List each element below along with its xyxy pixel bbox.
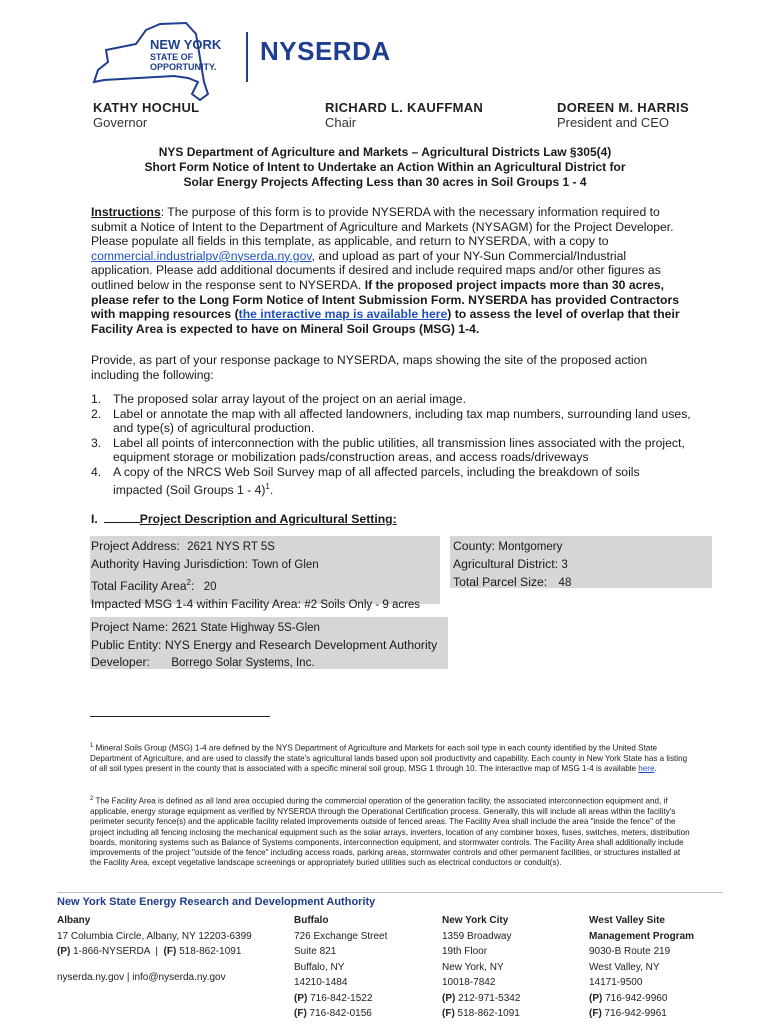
- project-fields-right: [453, 538, 571, 592]
- office-title: New York City: [442, 915, 509, 926]
- office-line: Suite 821: [294, 946, 337, 957]
- phone-value: 1-866-NYSERDA: [70, 946, 150, 957]
- state-logo-text: [150, 38, 221, 72]
- list-number: 1.: [91, 392, 102, 406]
- instructions-paragraph: [91, 205, 687, 336]
- list-text: The proposed solar array layout of the project on an aerial image.: [113, 392, 466, 406]
- official-president: [557, 100, 689, 130]
- list-number: 3.: [91, 435, 102, 450]
- fax-label: (F): [442, 1008, 455, 1019]
- instructions-bold-2: ) to assess the level of overlap that their Facility Area is expected to have on Mineral Soil Groups (MSG) 1-4.: [91, 307, 680, 336]
- public-entity-row: Public Entity: NYS Energy and Research Development Authority: [91, 638, 438, 652]
- instructions-text: : The purpose of this form is to provide NYSERDA with the necessary information required to submit a Notice of Intent to the Department of Agriculture and Markets (NYSAGM) for the Project Developer. Please populate all fields in this template, as applicable, and return to NYSERDA, with a copy to: [91, 205, 674, 249]
- footer-albany: [57, 913, 252, 985]
- msg-field[interactable]: #2 Soils Only - 9 acres: [304, 599, 421, 612]
- title-line-2: Short Form Notice of Intent to Undertake an Action Within an Agricultural District for: [144, 160, 626, 174]
- jurisdiction-row: [91, 556, 420, 574]
- project-name-row: [91, 619, 437, 637]
- state-logo-line-3: OPPORTUNITY.: [150, 62, 217, 72]
- instructions-text-2: , and upload as part of your NY-Sun Commercial/Industrial application. Please add additional documents if desired and include required maps and/or other figures as outlined below in the response sent to NYSERDA.: [91, 248, 661, 292]
- office-line: New York, NY: [442, 961, 504, 973]
- requirements-list: [91, 392, 691, 497]
- address-field[interactable]: 2621 NYS RT 5S: [187, 541, 275, 553]
- document-title: [60, 145, 710, 190]
- list-item: [91, 465, 691, 497]
- office-title: West Valley Site: [589, 915, 665, 926]
- office-line: 14171-9500: [589, 977, 643, 988]
- official-chair: [325, 100, 483, 130]
- fax-value: 518-862-1091: [176, 946, 242, 957]
- footer-buffalo: [294, 913, 387, 1022]
- facility-row: [91, 574, 420, 596]
- project-name-block: [91, 619, 437, 672]
- facility-label: Total Facility Area: [91, 579, 187, 594]
- email-link[interactable]: commercial.industrialpv@nyserda.ny.gov: [91, 248, 312, 263]
- footnote-text: Mineral Soils Group (MSG) 1-4 are defined by the NYS Department of Agriculture and Markets for each soil type in each county identified by the United State Department of Agriculture, and are used to classify the state's agricultural lands based upon soil productivity and capability. Each county in New York State has a listing of all soil types present in the county that is associated with a specific mineral soil group, MSG 1 through 10. The interactive map of MSG 1-4 is available: [90, 743, 688, 774]
- state-logo-line-1: NEW YORK: [150, 37, 222, 52]
- phone-value: 212-971-5342: [455, 992, 521, 1004]
- official-title: Governor: [93, 115, 148, 130]
- list-number: 4.: [91, 464, 102, 479]
- office-line: 10018-7842: [442, 977, 496, 988]
- parcel-row: [453, 574, 571, 592]
- address-label: Project Address:: [91, 539, 180, 553]
- title-line-1: NYS Department of Agriculture and Markets – Agricultural Districts Law §305(4): [158, 145, 612, 159]
- parcel-label: Total Parcel Size:: [453, 575, 548, 589]
- footer-web[interactable]: nyserda.ny.gov | info@nyserda.ny.gov: [57, 971, 226, 983]
- official-governor: [93, 100, 199, 130]
- project-name-label: Project Name:: [91, 620, 169, 634]
- phone-label: (P): [294, 992, 308, 1004]
- footer-org-name: New York State Energy Research and Development Authority: [57, 896, 376, 908]
- parcel-field[interactable]: 48: [558, 577, 572, 589]
- county-row: [453, 538, 571, 556]
- fax-label: (F): [294, 1008, 307, 1019]
- facility-field[interactable]: 20: [203, 581, 217, 594]
- footnote-divider: [90, 716, 270, 717]
- office-title-2: Management Program: [589, 930, 695, 942]
- office-title: Buffalo: [294, 915, 329, 926]
- list-text-end: .: [269, 482, 274, 497]
- project-fields-left: [91, 538, 420, 614]
- state-logo-line-2: STATE OF: [150, 52, 194, 62]
- phone-label: (P): [589, 992, 603, 1004]
- footnote-ref: 2: [186, 578, 191, 587]
- office-line: Buffalo, NY: [294, 961, 345, 973]
- phone-label: (P): [442, 992, 456, 1004]
- official-title: Chair: [325, 115, 357, 130]
- official-title: President and CEO: [557, 115, 670, 130]
- interactive-map-link[interactable]: the interactive map is available here: [238, 307, 448, 322]
- instructions-bold-1: If the proposed project impacts more than 30 acres, please refer to the Long Form Notice of Intent Submission Form. NYSERDA has provided Contractors with mapping resources (: [91, 277, 680, 322]
- list-item: [91, 436, 691, 465]
- office-line: 726 Exchange Street: [294, 930, 388, 942]
- phone-label: (P): [57, 946, 71, 957]
- office-line: West Valley, NY: [589, 961, 660, 973]
- office-line: 9030-B Route 219: [589, 946, 671, 957]
- official-name: RICHARD L. KAUFFMAN: [325, 100, 484, 115]
- footnote-text: The Facility Area is defined as all land area occupied during the commercial operation of the generation facility, the associated interconnection equipment and, if applicable, energy storage equipment as verified by NYSERDA through the Operational Certification process. Generally, this will include all areas within the facility's perimeter security fence(s) and the applicable facility related improvements outside of fenced areas. The Facility Area shall include the area "inside the fence" of the project including all fencing inclosing the mechanical equipment such as the solar arrays, inverters, location of any combiner boxes, fuses, switches, meters, distribution boards, monitoring systems such as Balance of Systems components, interconnection equipment, and stormwater controls. The Facility Area shall additionally include improvements of the project "outside of the fence" including access roads, parking areas, stormwater controls and other permanent facilities, or structures installed at the Facility Area, except vegetative landscape screenings or appropriately buried utilities such as electrical conductors or conduit(s).: [90, 796, 690, 868]
- footer-divider: [57, 892, 723, 893]
- office-line: 19th Floor: [442, 946, 488, 957]
- footnote-here-link[interactable]: here: [638, 764, 655, 774]
- office-line: 17 Columbia Circle, Albany, NY 12203-6399: [57, 930, 252, 942]
- facility-colon: :: [190, 579, 195, 594]
- developer-label: Developer:: [91, 655, 150, 669]
- county-label: County:: [453, 539, 496, 553]
- office-title: Albany: [57, 915, 91, 926]
- section-title: Project Description and Agricultural Setting:: [139, 512, 397, 526]
- instructions-label: Instructions: [91, 205, 161, 219]
- fax-label: (F): [163, 946, 177, 957]
- phone-value: 716-842-1522: [307, 992, 373, 1004]
- footnote-number: 1: [90, 743, 94, 749]
- fax-value: 716-942-9961: [601, 1008, 667, 1019]
- developer-row: [91, 654, 437, 672]
- footnote-2: [90, 794, 690, 869]
- msg-label: Impacted MSG 1-4 within Facility Area:: [91, 597, 301, 612]
- section-heading: [91, 511, 397, 527]
- developer-field[interactable]: Borrego Solar Systems, Inc.: [171, 657, 315, 669]
- official-name: KATHY HOCHUL: [93, 100, 200, 115]
- fax-label: (F): [589, 1008, 602, 1019]
- office-line: 14210-1484: [294, 977, 348, 988]
- footer-nyc: [442, 913, 520, 1022]
- footnote-end: .: [654, 764, 657, 774]
- county-field[interactable]: Montgomery: [498, 541, 563, 553]
- fax-value: 518-862-1091: [454, 1008, 520, 1019]
- list-text: Label or annotate the map with all affected landowners, including tax map numbers, surrounding land uses, and type(s) of agricultural production.: [113, 406, 691, 436]
- footnote-number: 2: [90, 796, 94, 802]
- district-label: Agricultural District:: [453, 557, 558, 571]
- separator: |: [149, 946, 164, 957]
- footer-west-valley: [589, 913, 694, 1022]
- list-text: Label all points of interconnection with the public utilities, all transmission lines associated with the project, equipment storage or mobilization pads/construction areas, and access roads/driveways: [113, 435, 685, 465]
- office-line: 1359 Broadway: [442, 930, 512, 942]
- project-name-field[interactable]: 2621 State Highway 5S-Glen: [171, 622, 320, 634]
- msg-row: [91, 596, 420, 614]
- list-item: [91, 407, 691, 436]
- address-row: [91, 538, 420, 556]
- fax-value: 716-842-0156: [306, 1008, 372, 1019]
- section-number: I.: [91, 512, 98, 526]
- nyserda-logo: NYSERDA: [260, 36, 391, 66]
- jurisdiction-field[interactable]: Town of Glen: [251, 559, 319, 571]
- provide-paragraph: Provide, as part of your response package to NYSERDA, maps showing the site of the proposed action including the following:: [91, 353, 648, 382]
- official-name: DOREEN M. HARRIS: [557, 100, 689, 115]
- list-number: 2.: [91, 406, 102, 421]
- list-item: [91, 392, 691, 407]
- list-text: A copy of the NRCS Web Soil Survey map of all affected parcels, including the breakdown of soils impacted (Soil Groups 1 - 4): [113, 464, 640, 497]
- footnote-ref: 1: [265, 481, 270, 491]
- logo-divider: [246, 32, 248, 82]
- title-line-3: Solar Energy Projects Affecting Less than 30 acres in Soil Groups 1 - 4: [183, 175, 587, 189]
- district-row: [453, 556, 571, 574]
- phone-value: 716-942-9960: [602, 992, 668, 1004]
- footnote-1: [90, 741, 690, 775]
- jurisdiction-label: Authority Having Jurisdiction:: [91, 557, 249, 571]
- district-field[interactable]: 3: [561, 559, 568, 571]
